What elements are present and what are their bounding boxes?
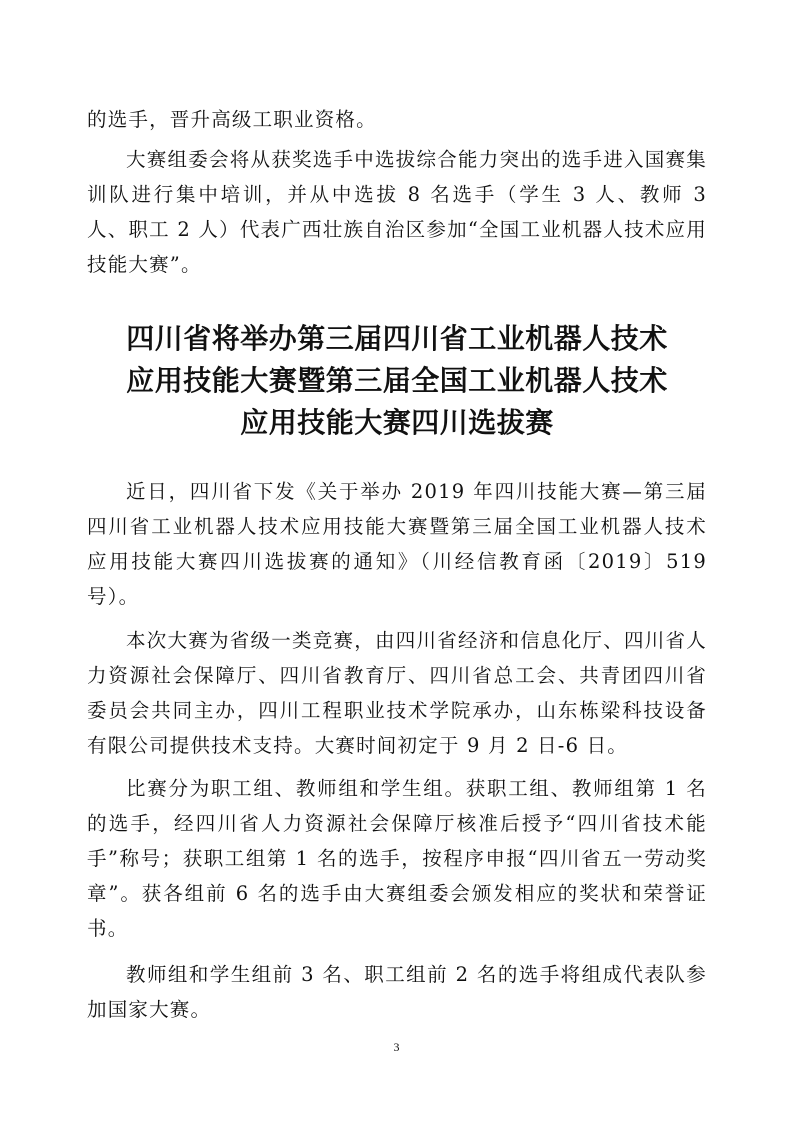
- article-title: [87, 318, 707, 444]
- paragraph-national-team: 教师组和学生组前 3 名、职工组前 2 名的选手将组成代表队参加国家大赛。: [87, 963, 707, 1021]
- paragraph-continuation: 的选手，晋升高级工职业资格。: [87, 108, 377, 131]
- page-number: 3: [393, 1040, 400, 1054]
- title-line-1: 四川省将举办第三届四川省工业机器人技术: [126, 322, 668, 355]
- paragraph-awards: 比赛分为职工组、教师组和学生组。获职工组、教师组第 1 名的选手，经四川省人力资源社会保障厅核准后授予“四川省技术能手”称号；获职工组第 1 名的选手，按程序申报“四川省五一劳动奖章”。获各组前 6 名的选手由大赛组委会颁发相应的奖状和荣誉证书。: [87, 777, 707, 940]
- paragraph-notice: 近日，四川省下发《关于举办 2019 年四川技能大赛—第三届四川省工业机器人技术应用技能大赛暨第三届全国工业机器人技术应用技能大赛四川选拔赛的通知》（川经信教育函〔2019〕519 号）。: [87, 480, 707, 608]
- title-line-2: 应用技能大赛暨第三届全国工业机器人技术: [126, 364, 668, 397]
- paragraph-national-training: 大赛组委会将从获奖选手中选拔综合能力突出的选手进入国赛集训队进行集中培训，并从中选拔 8 名选手（学生 3 人、教师 3 人、职工 2 人）代表广西壮族自治区参加“全国工业机器人技术应用技能大赛”。: [87, 148, 707, 276]
- paragraph-organizers: 本次大赛为省级一类竞赛，由四川省经济和信息化厅、四川省人力资源社会保障厅、四川省教育厅、四川省总工会、共青团四川省委员会共同主办，四川工程职业技术学院承办，山东栋梁科技设备有限公司提供技术支持。大赛时间初定于 9 月 2 日-6 日。: [87, 629, 707, 757]
- title-line-3: 应用技能大赛四川选拔赛: [240, 406, 554, 439]
